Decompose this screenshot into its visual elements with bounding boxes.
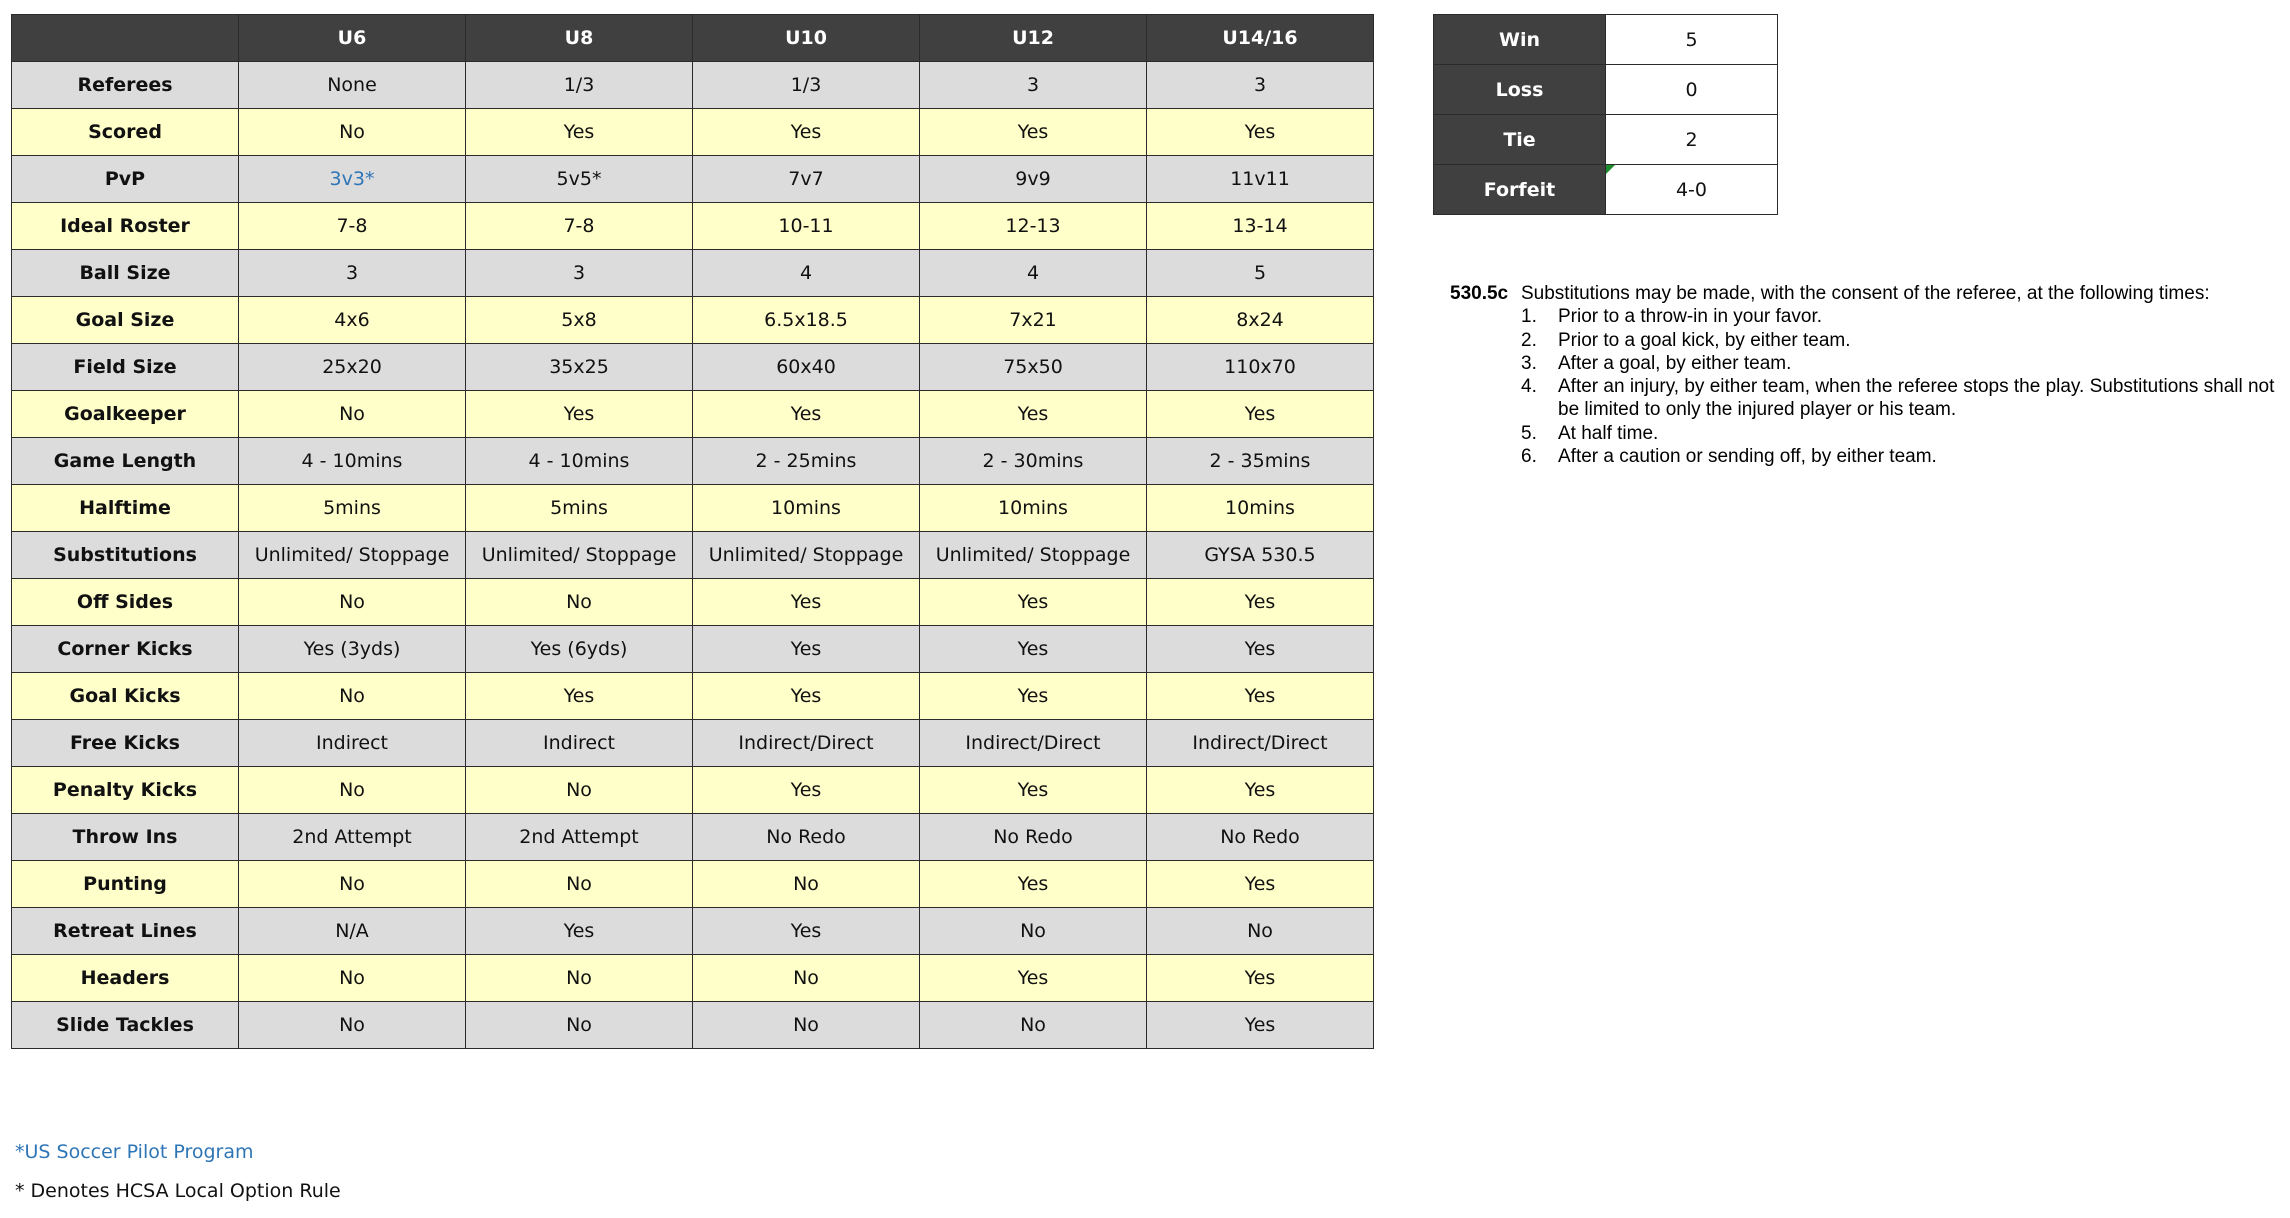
- record-row: [1434, 115, 1778, 165]
- table-cell[interactable]: No: [693, 861, 920, 908]
- table-row: [12, 203, 1374, 250]
- table-cell[interactable]: Yes: [920, 861, 1147, 908]
- table-cell[interactable]: 10mins: [920, 485, 1147, 532]
- table-cell[interactable]: 110x70: [1147, 344, 1374, 391]
- table-cell[interactable]: Indirect/Direct: [1147, 720, 1374, 767]
- table-cell[interactable]: Yes: [1147, 767, 1374, 814]
- record-value[interactable]: 0: [1606, 65, 1778, 115]
- table-cell[interactable]: 5mins: [239, 485, 466, 532]
- table-cell[interactable]: 7x21: [920, 297, 1147, 344]
- table-cell[interactable]: No: [466, 955, 693, 1002]
- table-cell[interactable]: 3: [920, 62, 1147, 109]
- table-cell[interactable]: No Redo: [1147, 814, 1374, 861]
- table-row: [12, 391, 1374, 438]
- table-cell[interactable]: No: [920, 908, 1147, 955]
- table-row: [12, 673, 1374, 720]
- table-cell[interactable]: 9v9: [920, 156, 1147, 203]
- rule-item-text: Prior to a goal kick, by either team.: [1558, 329, 1851, 351]
- table-cell[interactable]: No: [239, 767, 466, 814]
- rule-item-text: After a caution or sending off, by either team.: [1558, 446, 1937, 468]
- rule-item-text: At half time.: [1558, 422, 1659, 444]
- table-cell[interactable]: Indirect/Direct: [920, 720, 1147, 767]
- table-cell[interactable]: 5v5*: [466, 156, 693, 203]
- record-label[interactable]: Loss: [1434, 65, 1606, 115]
- record-label[interactable]: Win: [1434, 15, 1606, 65]
- row-header[interactable]: Punting: [12, 861, 239, 908]
- table-cell[interactable]: Yes: [1147, 673, 1374, 720]
- row-header[interactable]: Halftime: [12, 485, 239, 532]
- table-cell[interactable]: Yes: [466, 109, 693, 156]
- row-header[interactable]: Off Sides: [12, 579, 239, 626]
- table-cell[interactable]: 75x50: [920, 344, 1147, 391]
- table-cell[interactable]: Unlimited/ Stoppage: [920, 532, 1147, 579]
- table-cell[interactable]: No: [466, 579, 693, 626]
- table-cell[interactable]: Yes: [693, 908, 920, 955]
- table-row: [12, 438, 1374, 485]
- table-row: [12, 626, 1374, 673]
- record-value-forfeit[interactable]: [1606, 165, 1778, 215]
- rule-heading: [1450, 282, 2290, 305]
- rule-item-text: After a goal, by either team.: [1558, 352, 1792, 374]
- table-cell[interactable]: No Redo: [693, 814, 920, 861]
- table-cell[interactable]: Indirect/Direct: [693, 720, 920, 767]
- table-cell[interactable]: Indirect: [466, 720, 693, 767]
- table-cell[interactable]: Yes (6yds): [466, 626, 693, 673]
- table-cell[interactable]: Yes: [693, 767, 920, 814]
- table-row: [12, 1002, 1374, 1049]
- table-cell[interactable]: Yes: [920, 767, 1147, 814]
- substitution-rule-text: [1450, 282, 2290, 468]
- table-cell[interactable]: 10mins: [693, 485, 920, 532]
- table-cell[interactable]: 2nd Attempt: [239, 814, 466, 861]
- table-cell[interactable]: Yes: [920, 626, 1147, 673]
- table-cell[interactable]: 6.5x18.5: [693, 297, 920, 344]
- column-header[interactable]: U8: [466, 15, 693, 62]
- table-cell[interactable]: Yes: [693, 391, 920, 438]
- table-cell[interactable]: Yes: [920, 579, 1147, 626]
- record-value-text: 4-0: [1675, 178, 1708, 201]
- column-header[interactable]: U12: [920, 15, 1147, 62]
- rule-list-item: [1450, 305, 2290, 328]
- table-cell[interactable]: Yes: [466, 908, 693, 955]
- table-cell[interactable]: Yes: [693, 109, 920, 156]
- table-cell[interactable]: Yes: [920, 391, 1147, 438]
- row-header[interactable]: Ideal Roster: [12, 203, 239, 250]
- table-cell[interactable]: No: [920, 1002, 1147, 1049]
- rule-item-text: Prior to a throw-in in your favor.: [1558, 306, 1822, 328]
- rule-number: 530.5c: [1450, 283, 1509, 304]
- table-row: [12, 344, 1374, 391]
- table-cell[interactable]: Yes: [920, 955, 1147, 1002]
- table-row: [12, 297, 1374, 344]
- record-value[interactable]: 5: [1606, 15, 1778, 65]
- row-header[interactable]: Goal Size: [12, 297, 239, 344]
- table-cell[interactable]: No: [239, 109, 466, 156]
- table-cell[interactable]: 4: [920, 250, 1147, 297]
- table-row: [12, 250, 1374, 297]
- table-cell[interactable]: Indirect: [239, 720, 466, 767]
- rule-list-item: [1450, 375, 2290, 422]
- row-header[interactable]: Slide Tackles: [12, 1002, 239, 1049]
- table-cell[interactable]: 3: [239, 250, 466, 297]
- record-row: [1434, 165, 1778, 215]
- column-header[interactable]: U6: [239, 15, 466, 62]
- table-cell[interactable]: Yes: [1147, 579, 1374, 626]
- rule-list-item: [1450, 445, 2290, 468]
- table-cell[interactable]: 5mins: [466, 485, 693, 532]
- table-cell[interactable]: 7-8: [466, 203, 693, 250]
- table-cell[interactable]: 7v7: [693, 156, 920, 203]
- record-row: [1434, 15, 1778, 65]
- table-cell[interactable]: No: [1147, 908, 1374, 955]
- row-header[interactable]: Game Length: [12, 438, 239, 485]
- table-cell[interactable]: Yes: [466, 391, 693, 438]
- corner-cell[interactable]: [12, 15, 239, 62]
- table-row: [12, 156, 1374, 203]
- table-cell[interactable]: 2 - 35mins: [1147, 438, 1374, 485]
- rule-intro: Substitutions may be made, with the consent of the referee, at the following times:: [1521, 283, 2210, 304]
- table-cell[interactable]: Yes: [693, 626, 920, 673]
- table-cell[interactable]: 4: [693, 250, 920, 297]
- table-cell[interactable]: Yes: [1147, 955, 1374, 1002]
- table-cell[interactable]: Yes: [1147, 391, 1374, 438]
- column-header[interactable]: U14/16: [1147, 15, 1374, 62]
- table-cell[interactable]: No: [239, 391, 466, 438]
- table-cell[interactable]: 10-11: [693, 203, 920, 250]
- table-cell[interactable]: Unlimited/ Stoppage: [693, 532, 920, 579]
- row-header[interactable]: Penalty Kicks: [12, 767, 239, 814]
- local-option-footnote: * Denotes HCSA Local Option Rule: [15, 1180, 341, 1202]
- table-cell[interactable]: No: [693, 955, 920, 1002]
- comment-indicator-icon: [1606, 165, 1615, 174]
- rule-list: [1450, 305, 2290, 468]
- table-cell[interactable]: 8x24: [1147, 297, 1374, 344]
- rule-item-index: 3.: [1521, 352, 1537, 374]
- rule-item-index: 5.: [1521, 422, 1537, 444]
- rule-item-index: 2.: [1521, 329, 1537, 351]
- table-cell[interactable]: 3: [466, 250, 693, 297]
- table-row: [12, 532, 1374, 579]
- row-header[interactable]: Headers: [12, 955, 239, 1002]
- table-cell[interactable]: Yes: [1147, 109, 1374, 156]
- column-header[interactable]: U10: [693, 15, 920, 62]
- record-label[interactable]: Tie: [1434, 115, 1606, 165]
- table-cell[interactable]: GYSA 530.5: [1147, 532, 1374, 579]
- row-header[interactable]: Retreat Lines: [12, 908, 239, 955]
- table-cell[interactable]: 2 - 30mins: [920, 438, 1147, 485]
- rule-item-text: After an injury, by either team, when the referee stops the play. Substitutions shall not be limited to only the injured player or his team.: [1558, 376, 2275, 421]
- table-cell[interactable]: Yes: [1147, 626, 1374, 673]
- table-cell[interactable]: No: [239, 579, 466, 626]
- table-cell[interactable]: 11v11: [1147, 156, 1374, 203]
- table-row: [12, 814, 1374, 861]
- table-cell[interactable]: Yes: [920, 673, 1147, 720]
- table-row: [12, 485, 1374, 532]
- row-header[interactable]: PvP: [12, 156, 239, 203]
- table-cell[interactable]: 7-8: [239, 203, 466, 250]
- table-cell[interactable]: Yes: [1147, 861, 1374, 908]
- table-cell[interactable]: 3v3*: [239, 156, 466, 203]
- table-cell[interactable]: 1/3: [466, 62, 693, 109]
- table-cell[interactable]: 5: [1147, 250, 1374, 297]
- table-row: [12, 579, 1374, 626]
- table-cell[interactable]: No: [239, 861, 466, 908]
- pilot-program-footnote[interactable]: *US Soccer Pilot Program: [15, 1141, 254, 1163]
- table-cell[interactable]: 4x6: [239, 297, 466, 344]
- row-header[interactable]: Corner Kicks: [12, 626, 239, 673]
- rule-list-item: [1450, 352, 2290, 375]
- table-cell[interactable]: No: [693, 1002, 920, 1049]
- record-label[interactable]: Forfeit: [1434, 165, 1606, 215]
- row-header[interactable]: Referees: [12, 62, 239, 109]
- table-cell[interactable]: Yes (3yds): [239, 626, 466, 673]
- table-cell[interactable]: 3: [1147, 62, 1374, 109]
- row-header[interactable]: Scored: [12, 109, 239, 156]
- record-row: [1434, 65, 1778, 115]
- table-cell[interactable]: N/A: [239, 908, 466, 955]
- table-row: [12, 908, 1374, 955]
- table-row: [12, 62, 1374, 109]
- row-header[interactable]: Throw Ins: [12, 814, 239, 861]
- table-row: [12, 720, 1374, 767]
- rule-item-index: 1.: [1521, 306, 1537, 328]
- table-cell[interactable]: 60x40: [693, 344, 920, 391]
- table-cell[interactable]: 4 - 10mins: [239, 438, 466, 485]
- table-cell[interactable]: No: [466, 1002, 693, 1049]
- table-cell[interactable]: No: [239, 955, 466, 1002]
- rule-item-index: 4.: [1521, 376, 1537, 398]
- table-cell[interactable]: Unlimited/ Stoppage: [239, 532, 466, 579]
- table-cell[interactable]: Unlimited/ Stoppage: [466, 532, 693, 579]
- table-cell[interactable]: No: [466, 767, 693, 814]
- table-cell[interactable]: Yes: [693, 673, 920, 720]
- table-cell[interactable]: 13-14: [1147, 203, 1374, 250]
- rule-item-index: 6.: [1521, 446, 1537, 468]
- table-cell[interactable]: 4 - 10mins: [466, 438, 693, 485]
- row-header[interactable]: Field Size: [12, 344, 239, 391]
- table-cell[interactable]: 25x20: [239, 344, 466, 391]
- row-header[interactable]: Goal Kicks: [12, 673, 239, 720]
- table-row: [12, 109, 1374, 156]
- rule-list-item: [1450, 329, 2290, 352]
- table-row: [12, 767, 1374, 814]
- table-cell[interactable]: 2 - 25mins: [693, 438, 920, 485]
- row-header[interactable]: Free Kicks: [12, 720, 239, 767]
- table-cell[interactable]: No: [466, 861, 693, 908]
- table-cell[interactable]: 12-13: [920, 203, 1147, 250]
- header-row: [12, 15, 1374, 62]
- table-cell[interactable]: Yes: [920, 109, 1147, 156]
- table-cell[interactable]: Yes: [1147, 1002, 1374, 1049]
- table-cell[interactable]: No: [239, 1002, 466, 1049]
- table-cell[interactable]: 5x8: [466, 297, 693, 344]
- table-cell[interactable]: 1/3: [693, 62, 920, 109]
- record-value[interactable]: 2: [1606, 115, 1778, 165]
- table-row: [12, 861, 1374, 908]
- table-cell[interactable]: None: [239, 62, 466, 109]
- row-header[interactable]: Substitutions: [12, 532, 239, 579]
- table-cell[interactable]: 35x25: [466, 344, 693, 391]
- table-cell[interactable]: 2nd Attempt: [466, 814, 693, 861]
- row-header[interactable]: Goalkeeper: [12, 391, 239, 438]
- table-row: [12, 955, 1374, 1002]
- record-table: [1433, 14, 1778, 215]
- table-cell[interactable]: No Redo: [920, 814, 1147, 861]
- table-cell[interactable]: No: [239, 673, 466, 720]
- table-cell[interactable]: 10mins: [1147, 485, 1374, 532]
- table-cell[interactable]: Yes: [466, 673, 693, 720]
- rules-table: [11, 14, 1374, 1049]
- table-cell[interactable]: Yes: [693, 579, 920, 626]
- row-header[interactable]: Ball Size: [12, 250, 239, 297]
- rule-list-item: [1450, 422, 2290, 445]
